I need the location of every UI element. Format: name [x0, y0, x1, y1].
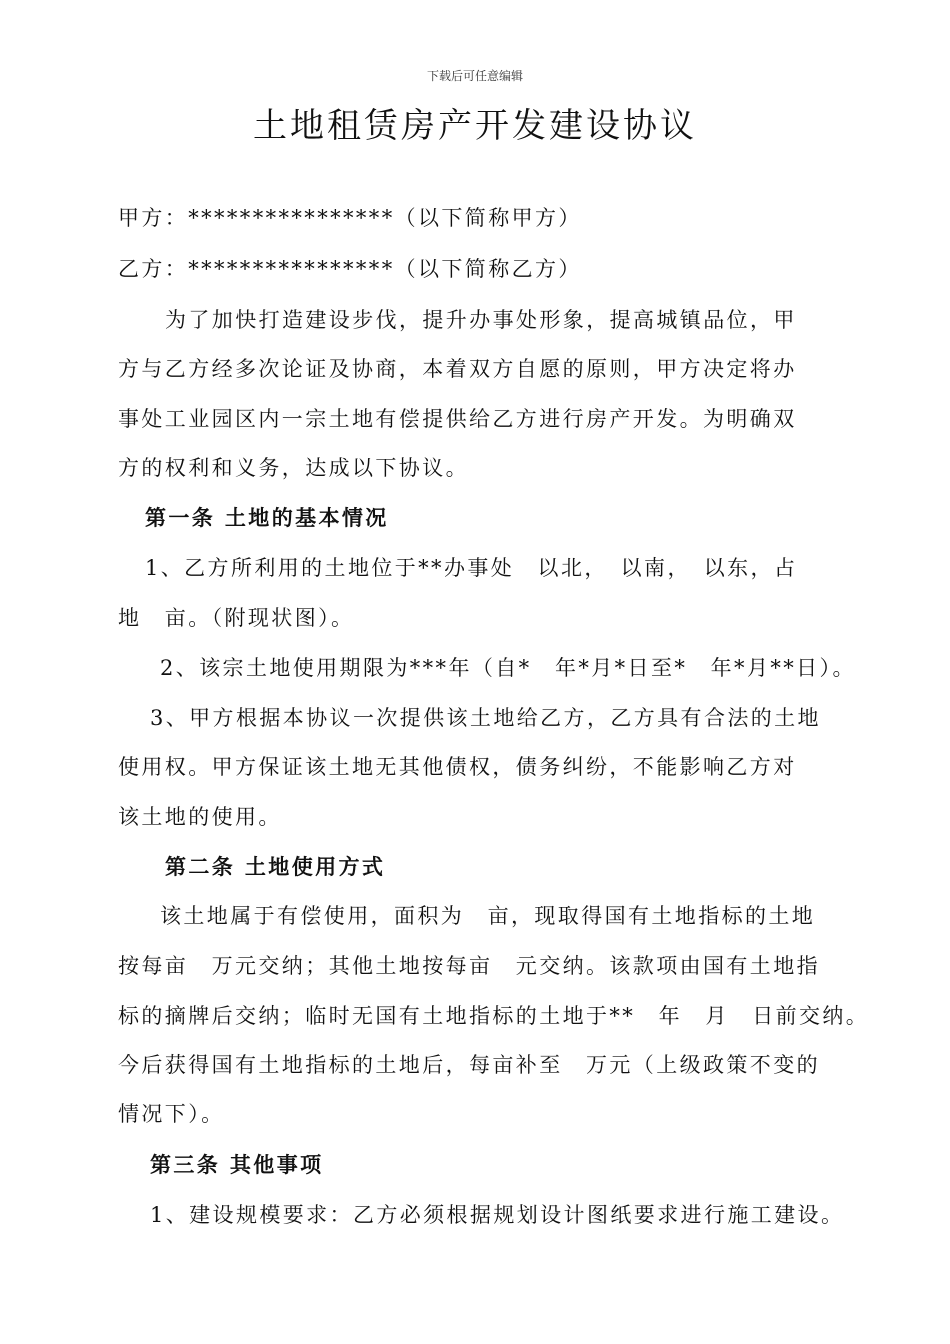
intro-line: 方与乙方经多次论证及协商，本着双方自愿的原则，甲方决定将办: [118, 357, 797, 381]
article2-line: 按每亩 万元交纳；其他土地按每亩 元交纳。该款项由国有土地指: [118, 954, 820, 978]
article1-line: 1、乙方所利用的土地位于**办事处 以北， 以南， 以东，占: [145, 556, 798, 580]
article2-line: 今后获得国有土地指标的土地后，每亩补至 万元（上级政策不变的: [118, 1053, 820, 1077]
article1-line: 3、甲方根据本协议一次提供该土地给乙方，乙方具有合法的土地: [150, 706, 821, 730]
document-title: 土地租赁房产开发建设协议: [253, 106, 697, 146]
article2-line: 标的摘牌后交纳；临时无国有土地指标的土地于** 年 月 日前交纳。: [118, 1004, 870, 1028]
article3-line: 1、建设规模要求：乙方必须根据规划设计图纸要求进行施工建设。: [150, 1203, 845, 1227]
article3-heading: 第三条 其他事项: [150, 1152, 324, 1177]
article1-line: 2、该宗土地使用期限为***年（自* 年*月*日至* 年*月**日）。: [160, 656, 856, 680]
article1-line: 该土地的使用。: [118, 805, 282, 829]
header-note: 下载后可任意编辑: [426, 69, 523, 83]
party-b-line: 乙方：****************（以下简称乙方）: [118, 257, 582, 281]
article2-line: 该土地属于有偿使用，面积为 亩，现取得国有土地指标的土地: [160, 904, 816, 928]
article1-heading: 第一条 土地的基本情况: [145, 505, 389, 530]
article1-line: 使用权。甲方保证该土地无其他债权，债务纠纷，不能影响乙方对: [118, 755, 797, 779]
intro-line: 方的权利和义务，达成以下协议。: [118, 456, 469, 480]
article2-line: 情况下）。: [118, 1102, 225, 1126]
article1-line: 地 亩。（附现状图）。: [118, 606, 355, 630]
intro-line: 事处工业园区内一宗土地有偿提供给乙方进行房产开发。为明确双: [118, 407, 797, 431]
article2-heading: 第二条 土地使用方式: [165, 854, 386, 879]
party-a-line: 甲方：****************（以下简称甲方）: [118, 206, 582, 230]
intro-line: 为了加快打造建设步伐，提升办事处形象，提高城镇品位，甲: [165, 308, 797, 332]
